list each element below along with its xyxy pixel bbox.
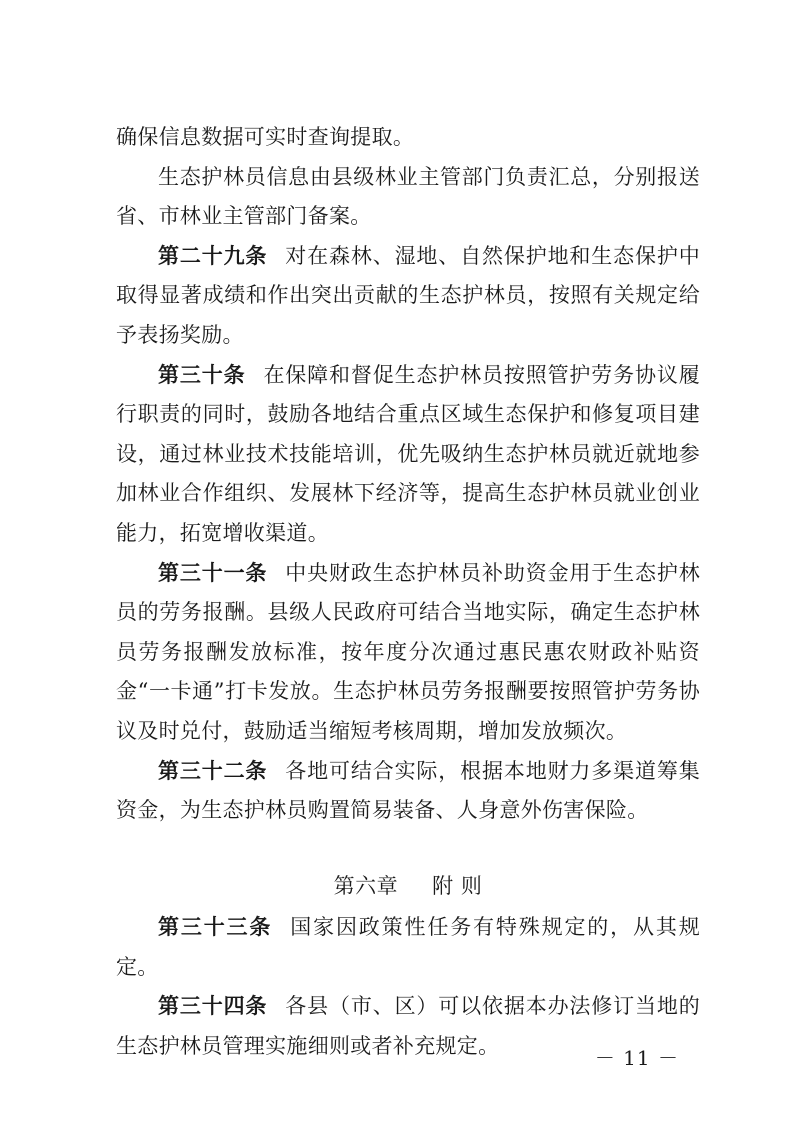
article-text: 中央财政生态护林员补助资金用于生态护林员的劳务报酬。县级人民政府可结合当地实际，确定生态护林员劳务报酬发放标准，按年度分次通过惠民惠农财政补贴资金“一卡通”打卡发放。生态护林员劳务报酬要按照管护劳务协议及时兑付，鼓励适当缩短考核周期，增加发放频次。 bbox=[116, 560, 701, 743]
paragraph-text: 确保信息数据可实时查询提取。 bbox=[116, 125, 415, 149]
article-32 bbox=[116, 752, 700, 831]
paragraph-continuation bbox=[116, 118, 700, 158]
article-text: 对在森林、湿地、自然保护地和生态保护中取得显著成绩和作出突出贡献的生态护林员，按照有关规定给予表扬奖励。 bbox=[116, 243, 701, 347]
chapter-heading bbox=[116, 867, 700, 907]
chapter-number: 第六章 bbox=[333, 873, 399, 898]
page-number: － 11 － bbox=[594, 1046, 679, 1070]
article-heading: 第三十二条 bbox=[158, 758, 268, 783]
article-31 bbox=[116, 554, 700, 752]
document-body bbox=[116, 118, 700, 1067]
article-29 bbox=[116, 237, 700, 356]
article-heading: 第二十九条 bbox=[158, 243, 268, 268]
article-heading: 第三十四条 bbox=[158, 994, 268, 1019]
article-text: 各县（市、区）可以依据本办法修订当地的生态护林员管理实施细则或者补充规定。 bbox=[116, 994, 701, 1059]
article-text: 各地可结合实际，根据本地财力多渠道筹集资金，为生态护林员购置简易装备、人身意外伤害保险。 bbox=[116, 758, 701, 823]
article-text: 国家因政策性任务有特殊规定的，从其规定。 bbox=[116, 915, 700, 979]
article-heading: 第三十三条 bbox=[158, 915, 273, 940]
paragraph-record-submission bbox=[116, 158, 700, 237]
article-heading: 第三十一条 bbox=[158, 560, 268, 585]
article-text: 在保障和督促生态护林员按照管护劳务协议履行职责的同时，鼓励各地结合重点区域生态保护和修复项目建设，通过林业技术技能培训，优先吸纳生态护林员就近就地参加林业合作组织、发展林下经济等，提高生态护林员就业创业能力，拓宽增收渠道。 bbox=[116, 362, 701, 545]
paragraph-text: 生态护林员信息由县级林业主管部门负责汇总，分别报送省、市林业主管部门备案。 bbox=[116, 164, 700, 229]
chapter-title: 附 则 bbox=[432, 873, 483, 898]
article-heading: 第三十条 bbox=[158, 362, 246, 387]
article-33 bbox=[116, 908, 700, 987]
article-30 bbox=[116, 356, 700, 554]
